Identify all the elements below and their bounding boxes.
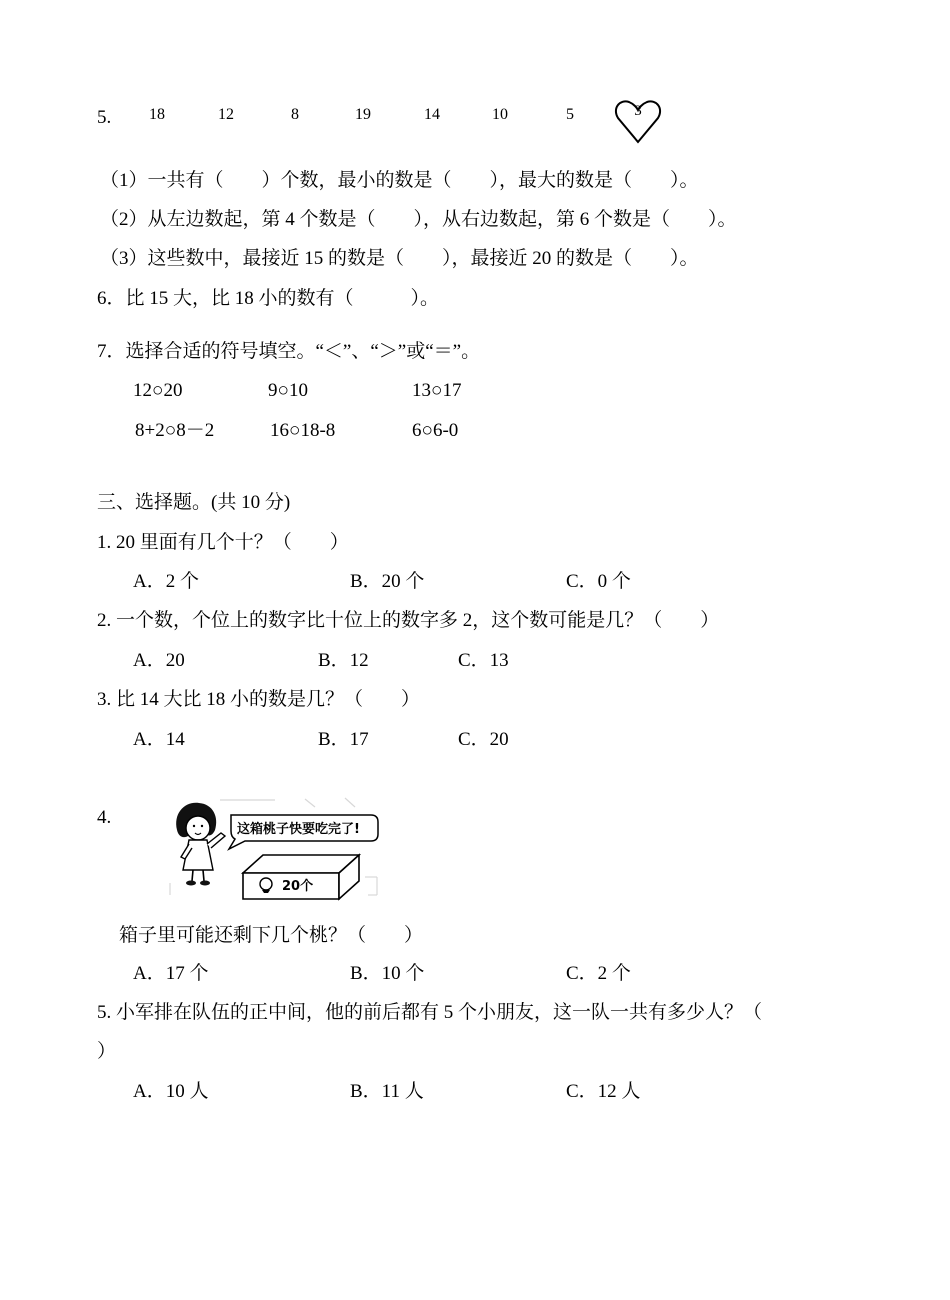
mc-option: A．17 个 (133, 963, 209, 984)
q7-item: 13○17 (412, 380, 462, 401)
q5-number-item: 18 (149, 106, 165, 123)
mc-option: C．13 (458, 650, 509, 671)
q5-sub3: （3）这些数中，最接近 15 的数是（ ），最接近 20 的数是（ ）。 (100, 248, 699, 269)
mc-option: A．10 人 (133, 1081, 209, 1102)
mc-option: C．0 个 (566, 571, 631, 592)
q5-number-item: 14 (424, 106, 440, 123)
q5-number-item: 19 (355, 106, 371, 123)
mc-option: B．12 (318, 650, 369, 671)
mc-option: B．11 人 (350, 1081, 424, 1102)
mc-option: A．14 (133, 729, 185, 750)
mc-option: C．2 个 (566, 963, 631, 984)
mc-q5-stem: 5. 小军排在队伍的正中间，他的前后都有 5 个小朋友，这一队一共有多少人？（ (97, 1002, 763, 1023)
q7-item: 6○6-0 (412, 420, 459, 441)
q5-number: 5. (97, 107, 112, 128)
mc-q4-number: 4. (97, 807, 112, 828)
speech-bubble-text: 这箱桃子快要吃完了! (237, 822, 360, 837)
mc-option: A．20 (133, 650, 185, 671)
mc-option: C．20 (458, 729, 509, 750)
girl-peach-box-illustration (165, 795, 385, 905)
mc-q4-stem: 箱子里可能还剩下几个桃？（ ） (119, 925, 424, 946)
q5-number-item: 5 (566, 106, 574, 123)
mc-option: C．12 人 (566, 1081, 641, 1102)
mc-option: B．17 (318, 729, 369, 750)
mc-option: A．2 个 (133, 571, 199, 592)
q5-sub2: （2）从左边数起，第 4 个数是（ ），从右边数起，第 6 个数是（ ）。 (100, 209, 737, 230)
q5-number-item: 10 (492, 106, 508, 123)
mc-q3-stem: 3. 比 14 大比 18 小的数是几？（ ） (97, 689, 421, 710)
q7-item: 16○18-8 (270, 420, 336, 441)
q7-title: 7．选择合适的符号填空。“＜”、“＞”或“＝”。 (97, 341, 481, 362)
mc-option: B．20 个 (350, 571, 425, 592)
heart-number: 3 (634, 103, 642, 119)
mc-q5-stem-cont: ） (97, 1041, 117, 1062)
box-label: 20个 (282, 879, 314, 894)
q5-sub1: （1）一共有（ ）个数，最小的数是（ ），最大的数是（ ）。 (100, 170, 699, 191)
mc-q2-stem: 2. 一个数，个位上的数字比十位上的数字多 2，这个数可能是几？（ ） (97, 610, 720, 631)
section-heading: 三、选择题。(共 10 分) (97, 492, 291, 513)
q7-item: 8+2○8－2 (135, 420, 215, 441)
q7-item: 12○20 (133, 380, 183, 401)
mc-q1-stem: 1. 20 里面有几个十？（ ） (97, 532, 349, 553)
q5-number-item: 8 (291, 106, 299, 123)
q6-text: 6．比 15 大，比 18 小的数有（ ）。 (97, 288, 440, 309)
q5-number-item: 12 (218, 106, 234, 123)
q7-item: 9○10 (268, 380, 308, 401)
mc-option: B．10 个 (350, 963, 425, 984)
